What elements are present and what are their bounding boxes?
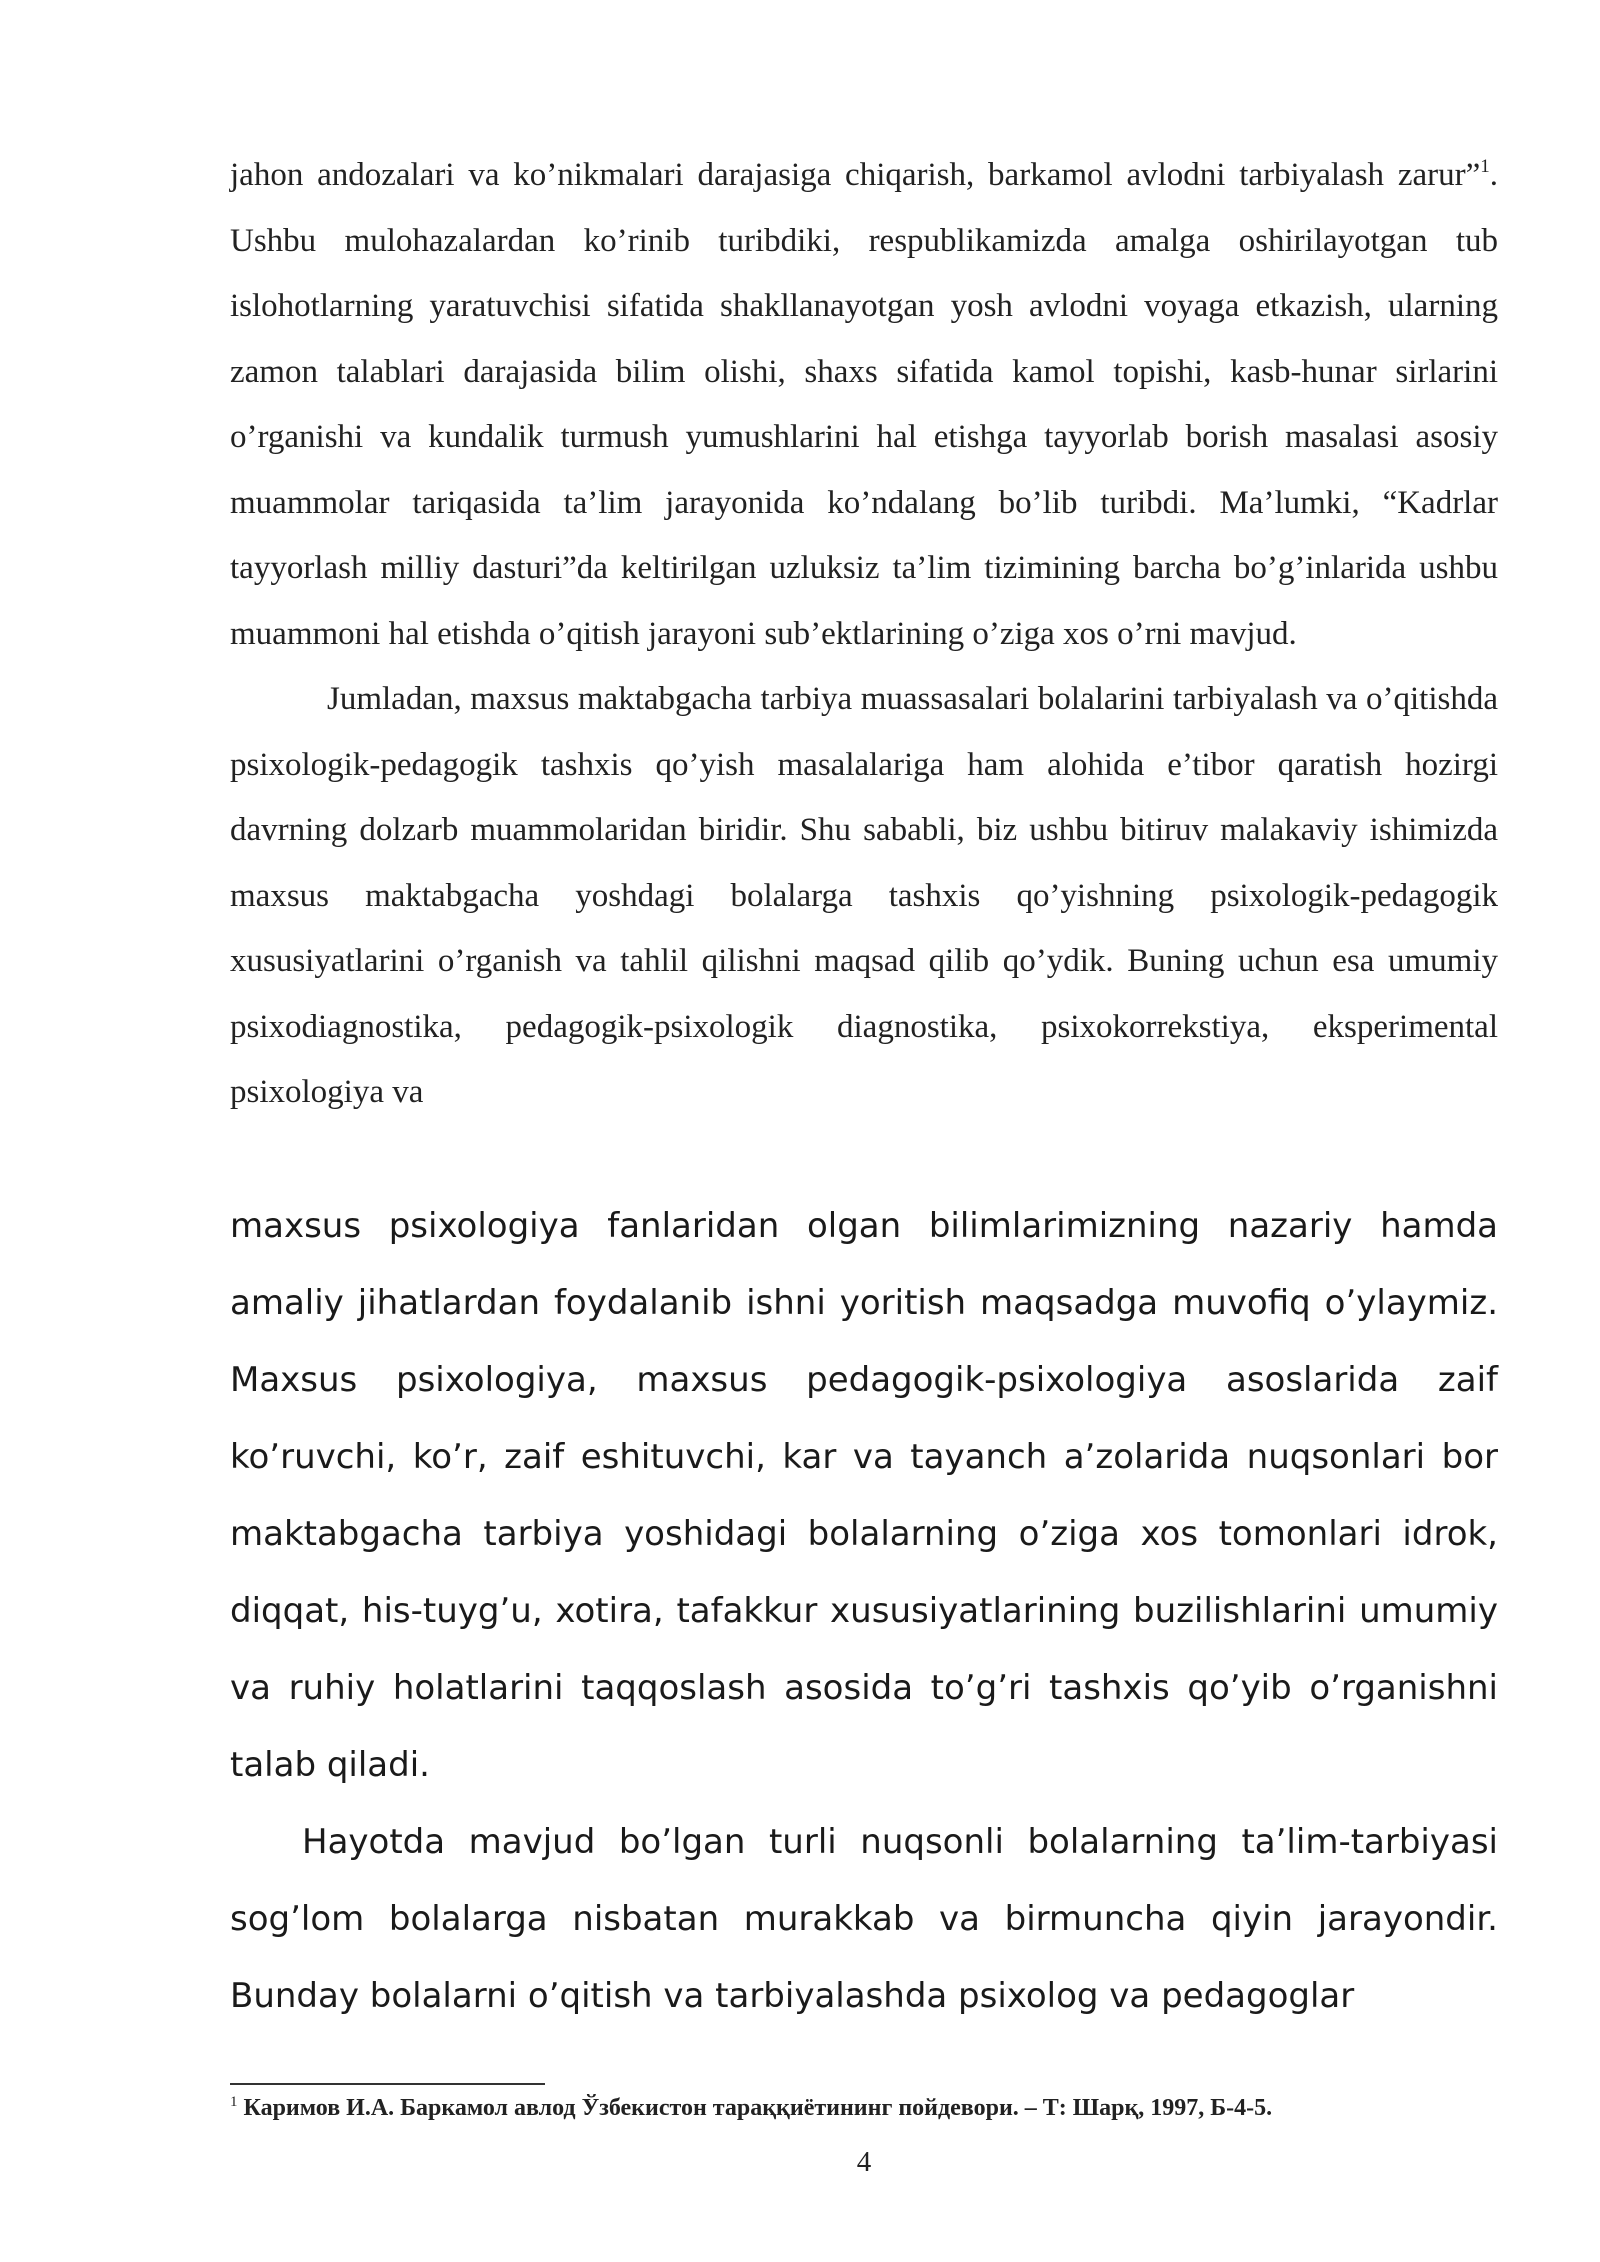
paragraph-1-text-a: jahon andozalari va ko’nikmalari darajasiga chiqarish, barkamol avlodni tarbiyalash zarur” (230, 157, 1481, 193)
page-number: 4 (856, 2146, 872, 2178)
paragraph-2-sans: maxsus psixologiya fanlaridan olgan bilimlarimizning nazariy hamda amaliy jihatlardan foydalanib ishni yoritish maqsadga muvofiq o’ylaymiz. Maxsus psixologiya, maxsus pedagogik-psixologiya asoslarida zaif ko’ruvchi, ko’r, zaif eshituvchi, kar va tayanch a’zolarida nuqsonlari bor maktabgacha tarbiya yoshidagi bolalarning o’ziga xos tomonlari idrok, diqqat, his-tuyg’u, xotira, tafakkur xususiyatlarining buzilishlarini umumiy va ruhiy holatlarini taqqoslash asosida to’g’ri tashxis qo’yib o’rganishni talab qiladi. (230, 1206, 1498, 1785)
footnote-marker: 1 (230, 2094, 238, 2110)
body-text-sans (230, 1188, 1498, 2035)
paragraph-3: Hayotda mavjud bo’lgan turli nuqsonli bolalarning ta’lim-tarbiyasi sog’lom bolalarga nisbatan murakkab va birmuncha qiyin jarayondir. Bunday bolalarni o’qitish va tarbiyalashda psixolog va pedagoglar (230, 1822, 1498, 2016)
footnote-separator (230, 2083, 545, 2085)
paragraph-1 (230, 143, 1498, 667)
paragraph-2-serif: Jumladan, maxsus maktabgacha tarbiya muassasalari bolalarini tarbiyalash va o’qitishda psixologik-pedagogik tashxis qo’yish masalalariga ham alohida e’tibor qaratish hozirgi davrning dolzarb muammolaridan biridir. Shu sababli, biz ushbu bitiruv malakaviy ishimizda maxsus maktabgacha yoshdagi bolalarga tashxis qo’yishning psixologik-pedagogik xususiyatlarini o’rganish va tahlil qilishni maqsad qilib qo’ydik. Buning uchun esa umumiy psixodiagnostika, pedagogik-psixologik diagnostika, psixokorrekstiya, eksperimental psixologiya va (230, 681, 1498, 1110)
footnote-text: Каримов И.А. Баркамол авлод Ўзбекистон тараққиётининг пойдевори. – Т: Шарқ, 1997, Б-4-5. (237, 2095, 1273, 2121)
footnote-reference[interactable]: 1 (1480, 156, 1490, 177)
footnote (230, 2091, 1498, 2125)
body-text-serif (230, 143, 1498, 1126)
paragraph-1-text-b: . Ushbu mulohazalardan ko’rinib turibdiki, respublikamizda amalga oshirilayotgan tub islohotlarning yaratuvchisi sifatida shakllanayotgan yosh avlodni voyaga etkazish, ularning zamon talablari darajasida bilim olishi, shaxs sifatida kamol topishi, kasb-hunar sirlarini o’rganishi va kundalik turmush yumushlarini hal etishga tayyorlab borish masalasi asosiy muammolar tariqasida ta’lim jarayonida ko’ndalang bo’lib turibdi. Ma’lumki, “Kadrlar tayyorlash milliy dasturi”da keltirilgan uzluksiz ta’lim tizimining barcha bo’g’inlarida ushbu muammoni hal etishda o’qitish jarayoni sub’ektlarining o’ziga xos o’rni mavjud. (230, 157, 1498, 652)
